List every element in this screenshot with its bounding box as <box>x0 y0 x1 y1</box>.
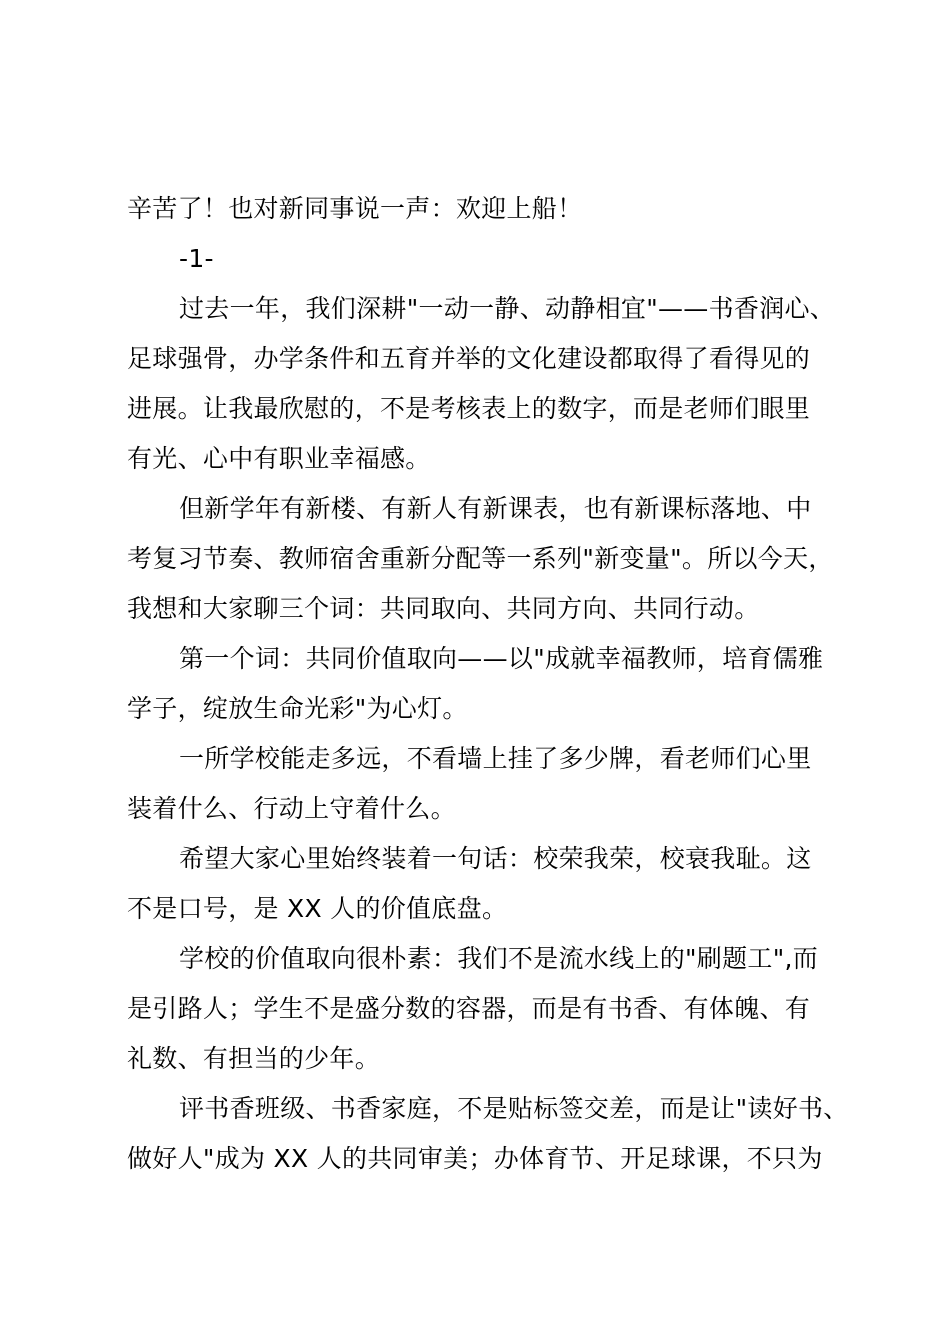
paragraph-line: 第一个词：共同价值取向——以"成就幸福教师，培育儒雅 <box>179 644 824 673</box>
paragraph-line: 装着什么、行动上守着什么。 <box>127 794 456 823</box>
paragraph-line: 学子，绽放生命光彩"为心灯。 <box>127 694 468 723</box>
text-line: 辛苦了！也对新同事说一声：欢迎上船！ <box>127 194 583 223</box>
paragraph-line: 礼数、有担当的少年。 <box>127 1044 381 1073</box>
document-body <box>127 184 852 1184</box>
paragraph-line: 希望大家心里始终装着一句话：校荣我荣，校衰我耻。这 <box>179 844 812 873</box>
page-number: -1- <box>179 244 214 273</box>
paragraph-line: 过去一年，我们深耕"一动一静、动静相宜"——书香润心、 <box>179 294 836 323</box>
paragraph-line: 但新学年有新楼、有新人有新课表，也有新课标落地、中 <box>179 494 812 523</box>
paragraph-line: 我想和大家聊三个词：共同取向、共同方向、共同行动。 <box>127 594 760 623</box>
paragraph-line: 有光、心中有职业幸福感。 <box>127 444 431 473</box>
paragraph-line: 进展。让我最欣慰的，不是考核表上的数字，而是老师们眼里 <box>127 394 811 423</box>
paragraph-line: 考复习节奏、教师宿舍重新分配等一系列"新变量"。所以今天， <box>127 544 834 573</box>
paragraph-line: 是引路人；学生不是盛分数的容器，而是有书香、有体魄、有 <box>127 994 811 1023</box>
paragraph-line: 学校的价值取向很朴素：我们不是流水线上的"刷题工",而 <box>179 944 819 973</box>
paragraph-line: 评书香班级、书香家庭，不是贴标签交差，而是让"读好书、 <box>179 1094 849 1123</box>
paragraph-line: 足球强骨，办学条件和五育并举的文化建设都取得了看得见的 <box>127 344 811 373</box>
paragraph-line: 不是口号，是 XX 人的价值底盘。 <box>127 894 508 923</box>
paragraph-line: 做好人"成为 XX 人的共同审美；办体育节、开足球课，不只为 <box>127 1144 823 1173</box>
paragraph-line: 一所学校能走多远，不看墙上挂了多少牌，看老师们心里 <box>179 744 812 773</box>
